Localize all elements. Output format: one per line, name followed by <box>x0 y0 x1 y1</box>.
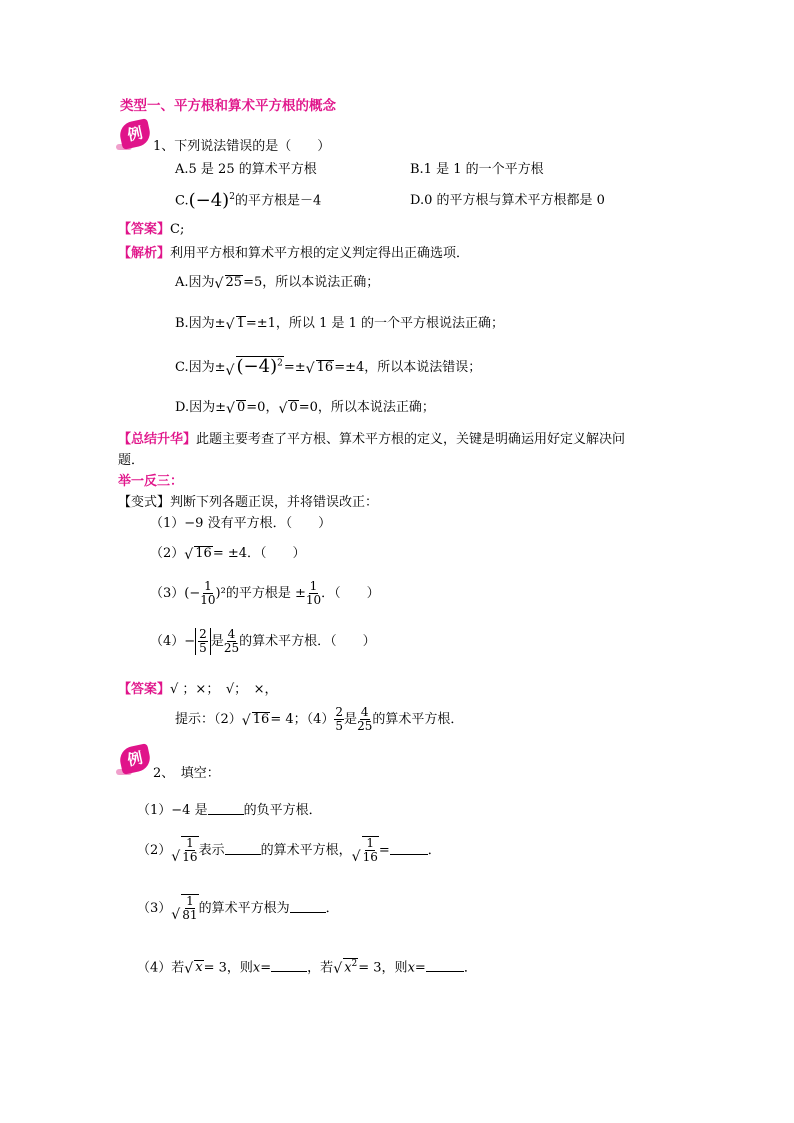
analysis-line-d: D.因为± √ 0=0， √ 0=0，所以本说法正确； <box>175 400 435 417</box>
practice-hint: 提示：（2） √ 16= 4；（4） $\frac{2}{5}$ 是 $\frac{4}{25}$ 的算术平方根． <box>175 705 464 734</box>
option-c: $C.(-4)^2$的平方根是－4 <box>175 190 322 211</box>
section-title: 类型一、平方根和算术平方根的概念 <box>120 98 336 114</box>
practice-q4: （4）− $\frac{2}{5}$ 是 $\frac{4}{25}$ 的算术平方根．（ ） <box>150 627 376 656</box>
option-b: B.1 是 1 的一个平方根 <box>410 162 544 177</box>
option-a: A.5 是 25 的算术平方根 <box>175 162 317 177</box>
example2-stem: 2、 填空： <box>153 766 220 781</box>
fill-4: （4）若 √ x= 3，则x= ，若 √ $x^2= 3$，则x= ． <box>137 959 477 978</box>
practice-q1: （1）−9 没有平方根．（ ） <box>150 516 332 531</box>
summary1-cont: 题． <box>118 453 145 468</box>
example-badge-1: 例 <box>118 118 153 150</box>
fill-1: （1）−4 是 的负平方根． <box>137 803 322 818</box>
fill-3: （3） √ $\frac{1}{81}$ 的算术平方根为 ． <box>137 894 339 924</box>
analysis1: 【解析】利用平方根和算术平方根的定义判定得出正确选项． <box>118 246 470 261</box>
analysis-line-b: B.因为± √ 1=±1，所以 1 是 1 的一个平方根说法正确； <box>175 316 505 333</box>
example1-stem: 1、下列说法错误的是（ ） <box>153 139 331 154</box>
answer1: 【答案】C; <box>118 222 185 237</box>
variant-heading: 【变式】判断下列各题正误，并将错误改正： <box>118 495 379 510</box>
option-d: D.0 的平方根与算术平方根都是 0 <box>410 193 605 208</box>
fill-2: （2） √ $\frac{1}{16}$ 表示 的算术平方根， √ $\frac{1}{16}$ = ． <box>137 836 441 866</box>
practice-q3: （3）(− $\frac{1}{10}$ )²的平方根是 ± $\frac{1}{10}$ ．（ ） <box>150 579 380 608</box>
example-badge-2: 例 <box>118 743 153 775</box>
practice-answer: 【答案】√ ；×； √； ×， <box>118 682 278 697</box>
practice-q2: （2） √ 16= ±4．（ ） <box>150 546 306 563</box>
analysis-line-a: A.因为 √ 25=5，所以本说法正确； <box>175 275 380 292</box>
summary1: 【总结升华】此题主要考查了平方根、算术平方根的定义，关键是明确运用好定义解决问 <box>118 432 626 447</box>
practice-title: 举一反三： <box>118 474 184 489</box>
analysis-line-c: C.因为± √ $(-4)^2=\pm$ √ 16=±4，所以本说法错误； <box>175 356 482 379</box>
